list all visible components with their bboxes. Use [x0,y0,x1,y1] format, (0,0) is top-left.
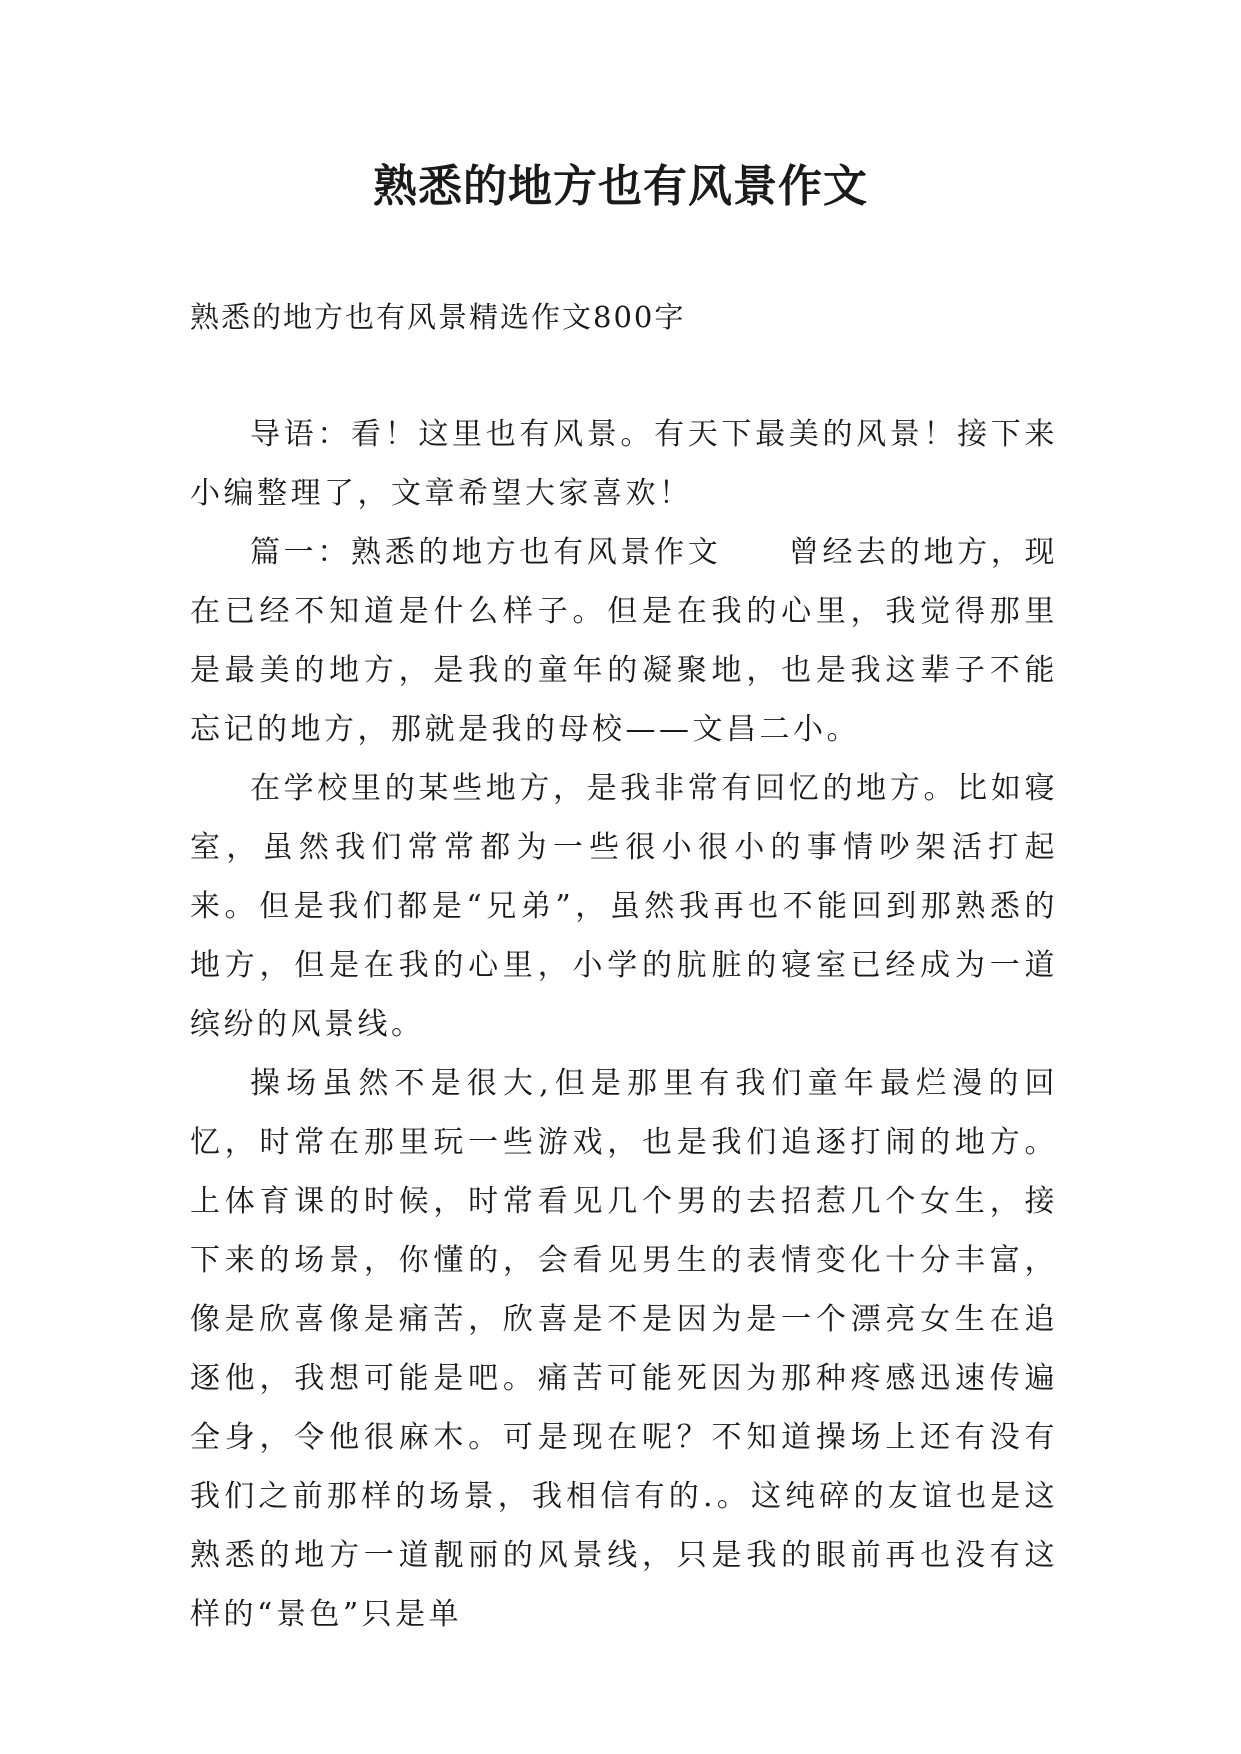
paragraph-dormitory: 在学校里的某些地方，是我非常有回忆的地方。比如寝室，虽然我们常常都为一些很小很小的事情吵架活打起来。但是我们都是“兄弟”，虽然我再也不能回到那熟悉的地方，但是在我的心里，小学的肮脏的寝室已经成为一道缤纷的风景线。 [190,771,1058,1042]
document-body [190,405,1058,1644]
paragraph-intro: 导语：看！这里也有风景。有天下最美的风景！接下来小编整理了，文章希望大家喜欢！ [190,417,1058,511]
paragraph-playground: 操场虽然不是很大,但是那里有我们童年最烂漫的回忆，时常在那里玩一些游戏，也是我们追逐打闹的地方。上体育课的时候，时常看见几个男的去招惹几个女生，接下来的场景，你懂的，会看见男生的表情变化十分丰富，像是欣喜像是痛苦，欣喜是不是因为是一个漂亮女生在追逐他，我想可能是吧。痛苦可能死因为那种疼感迅速传遍全身，令他很麻木。可是现在呢？不知道操场上还有没有我们之前那样的场景，我相信有的.。这纯碎的友谊也是这熟悉的地方一道靓丽的风景线，只是我的眼前再也没有这样的“景色”只是单 [190,1066,1058,1632]
document-subtitle: 熟悉的地方也有风景精选作文800字 [190,300,686,334]
paragraph-part-one: 篇一：熟悉的地方也有风景作文 曾经去的地方，现在已经不知道是什么样子。但是在我的心里，我觉得那里是最美的地方，是我的童年的凝聚地，也是我这辈子不能忘记的地方，那就是我的母校——文昌二小。 [190,535,1058,747]
document-title: 熟悉的地方也有风景作文 [373,161,868,212]
